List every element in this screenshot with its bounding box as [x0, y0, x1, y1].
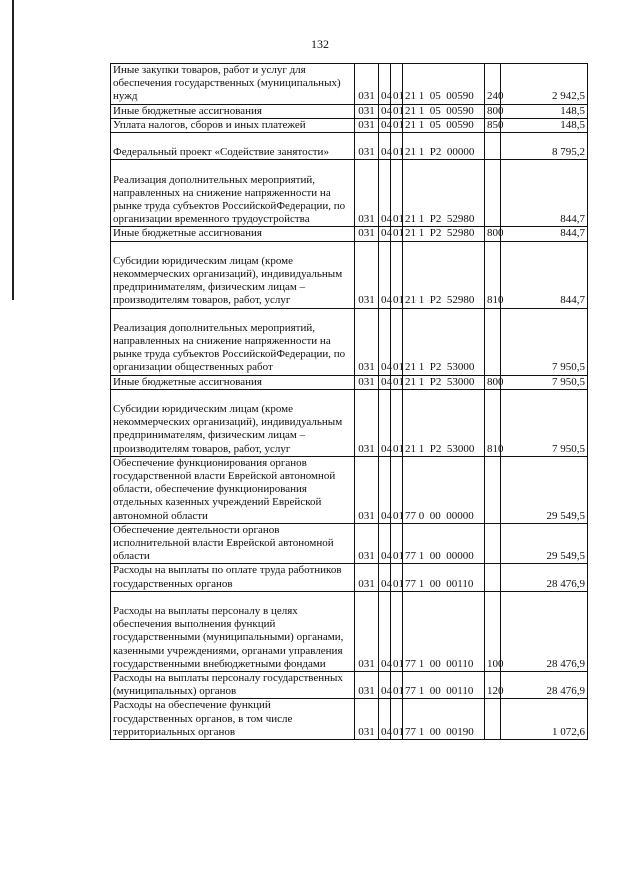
row-section-cell: 04 [379, 241, 391, 308]
row-name-cell: Иные бюджетные ассигнования [111, 227, 355, 241]
row-amount-cell: 28 476,9 [501, 672, 588, 699]
row-target-article-cell: 77 1 00 00110 [403, 564, 485, 591]
row-subsection-cell: 01 [391, 133, 403, 160]
row-expense-type-cell: 120 [485, 672, 501, 699]
row-amount-cell: 148,5 [501, 118, 588, 132]
row-subsection-cell: 01 [391, 375, 403, 389]
row-name-cell: Субсидии юридическим лицам (кроме некоммерческих организаций), индивидуальным предпринимателям, физическим лицам – производителям товаров, работ, услуг [111, 389, 355, 456]
row-expense-type-cell [485, 160, 501, 227]
row-name-cell: Федеральный проект «Содействие занятости» [111, 133, 355, 160]
row-target-article-cell: 77 1 00 00110 [403, 591, 485, 671]
row-name-cell: Иные бюджетные ассигнования [111, 104, 355, 118]
row-expense-type-cell: 100 [485, 591, 501, 671]
row-name-cell: Субсидии юридическим лицам (кроме некоммерческих организаций), индивидуальным предпринимателям, физическим лицам – производителям товаров, работ, услуг [111, 241, 355, 308]
table-row [111, 133, 588, 160]
table-row [111, 591, 588, 671]
row-name-cell: Расходы на выплаты персоналу в целях обеспечения выполнения функций государственными (муниципальными) органами, казенными учреждениями, органами управления государственными внебюджетными фондами [111, 591, 355, 671]
row-name-cell: Иные бюджетные ассигнования [111, 375, 355, 389]
table-row [111, 456, 588, 523]
row-admin-code-cell: 031 [355, 241, 379, 308]
row-expense-type-cell: 240 [485, 64, 501, 105]
table-row [111, 241, 588, 308]
row-section-cell: 04 [379, 389, 391, 456]
table-row [111, 308, 588, 375]
row-section-cell: 04 [379, 308, 391, 375]
row-section-cell: 04 [379, 523, 391, 564]
row-target-article-cell: 21 1 P2 52980 [403, 160, 485, 227]
row-admin-code-cell: 031 [355, 104, 379, 118]
row-admin-code-cell: 031 [355, 227, 379, 241]
row-target-article-cell: 21 1 P2 53000 [403, 389, 485, 456]
row-target-article-cell: 77 1 00 00110 [403, 672, 485, 699]
budget-table [110, 63, 588, 740]
row-expense-type-cell: 800 [485, 227, 501, 241]
row-section-cell: 04 [379, 227, 391, 241]
row-name-cell: Расходы на обеспечение функций государственных органов, в том числе территориальных органов [111, 699, 355, 740]
table-row [111, 564, 588, 591]
row-subsection-cell: 01 [391, 308, 403, 375]
row-amount-cell: 7 950,5 [501, 308, 588, 375]
row-amount-cell: 844,7 [501, 227, 588, 241]
row-expense-type-cell [485, 133, 501, 160]
page-number: 132 [311, 37, 329, 51]
row-section-cell: 04 [379, 564, 391, 591]
row-section-cell: 04 [379, 160, 391, 227]
row-target-article-cell: 21 1 05 00590 [403, 64, 485, 105]
row-amount-cell: 844,7 [501, 160, 588, 227]
row-amount-cell: 7 950,5 [501, 389, 588, 456]
row-section-cell: 04 [379, 133, 391, 160]
table-row [111, 160, 588, 227]
row-subsection-cell: 01 [391, 699, 403, 740]
row-target-article-cell: 21 1 P2 53000 [403, 308, 485, 375]
row-amount-cell: 29 549,5 [501, 456, 588, 523]
row-section-cell: 04 [379, 456, 391, 523]
table-row [111, 672, 588, 699]
row-subsection-cell: 01 [391, 523, 403, 564]
row-amount-cell: 29 549,5 [501, 523, 588, 564]
row-admin-code-cell: 031 [355, 375, 379, 389]
row-subsection-cell: 01 [391, 591, 403, 671]
table-row [111, 118, 588, 132]
row-target-article-cell: 77 1 00 00000 [403, 523, 485, 564]
table-row [111, 227, 588, 241]
row-subsection-cell: 01 [391, 160, 403, 227]
row-admin-code-cell: 031 [355, 672, 379, 699]
row-amount-cell: 844,7 [501, 241, 588, 308]
row-admin-code-cell: 031 [355, 133, 379, 160]
row-admin-code-cell: 031 [355, 64, 379, 105]
row-section-cell: 04 [379, 375, 391, 389]
row-subsection-cell: 01 [391, 241, 403, 308]
row-expense-type-cell [485, 523, 501, 564]
row-amount-cell: 7 950,5 [501, 375, 588, 389]
row-section-cell: 04 [379, 699, 391, 740]
row-admin-code-cell: 031 [355, 160, 379, 227]
row-target-article-cell: 77 1 00 00190 [403, 699, 485, 740]
row-amount-cell: 1 072,6 [501, 699, 588, 740]
row-admin-code-cell: 031 [355, 699, 379, 740]
row-expense-type-cell: 850 [485, 118, 501, 132]
row-target-article-cell: 21 1 P2 52980 [403, 241, 485, 308]
row-amount-cell: 8 795,2 [501, 133, 588, 160]
row-target-article-cell: 21 1 05 00590 [403, 104, 485, 118]
row-subsection-cell: 01 [391, 104, 403, 118]
row-admin-code-cell: 031 [355, 591, 379, 671]
row-name-cell: Реализация дополнительных мероприятий, направленных на снижение напряженности на рынке труда субъектов РоссийскойФедерации, по организации временного трудоустройства [111, 160, 355, 227]
row-subsection-cell: 01 [391, 227, 403, 241]
row-amount-cell: 2 942,5 [501, 64, 588, 105]
row-expense-type-cell [485, 308, 501, 375]
row-expense-type-cell: 810 [485, 389, 501, 456]
row-amount-cell: 28 476,9 [501, 564, 588, 591]
row-section-cell: 04 [379, 591, 391, 671]
row-admin-code-cell: 031 [355, 118, 379, 132]
table-row [111, 389, 588, 456]
table-row [111, 523, 588, 564]
row-expense-type-cell: 810 [485, 241, 501, 308]
row-amount-cell: 28 476,9 [501, 591, 588, 671]
row-subsection-cell: 01 [391, 118, 403, 132]
row-name-cell: Расходы на выплаты персоналу государственных (муниципальных) органов [111, 672, 355, 699]
row-admin-code-cell: 031 [355, 456, 379, 523]
row-name-cell: Обеспечение функционирования органов государственной власти Еврейской автономной области, обеспечение функционирования отдельных казенных учреждений Еврейской автономной области [111, 456, 355, 523]
row-subsection-cell: 01 [391, 64, 403, 105]
row-expense-type-cell: 800 [485, 375, 501, 389]
row-name-cell: Расходы на выплаты по оплате труда работников государственных органов [111, 564, 355, 591]
row-name-cell: Иные закупки товаров, работ и услуг для обеспечения государственных (муниципальных) нужд [111, 64, 355, 105]
row-name-cell: Уплата налогов, сборов и иных платежей [111, 118, 355, 132]
row-admin-code-cell: 031 [355, 308, 379, 375]
row-expense-type-cell [485, 564, 501, 591]
row-section-cell: 04 [379, 104, 391, 118]
table-row [111, 64, 588, 105]
row-admin-code-cell: 031 [355, 389, 379, 456]
row-subsection-cell: 01 [391, 564, 403, 591]
row-subsection-cell: 01 [391, 389, 403, 456]
row-admin-code-cell: 031 [355, 523, 379, 564]
row-section-cell: 04 [379, 64, 391, 105]
row-name-cell: Реализация дополнительных мероприятий, направленных на снижение напряженности на рынке труда субъектов РоссийскойФедерации, по организации общественных работ [111, 308, 355, 375]
row-target-article-cell: 21 1 P2 53000 [403, 375, 485, 389]
row-target-article-cell: 21 1 P2 00000 [403, 133, 485, 160]
row-admin-code-cell: 031 [355, 564, 379, 591]
budget-table-body [111, 64, 588, 740]
row-subsection-cell: 01 [391, 456, 403, 523]
row-name-cell: Обеспечение деятельности органов исполнительной власти Еврейской автономной области [111, 523, 355, 564]
row-section-cell: 04 [379, 118, 391, 132]
table-row [111, 104, 588, 118]
row-amount-cell: 148,5 [501, 104, 588, 118]
row-expense-type-cell: 800 [485, 104, 501, 118]
table-row [111, 699, 588, 740]
row-target-article-cell: 21 1 05 00590 [403, 118, 485, 132]
row-target-article-cell: 21 1 P2 52980 [403, 227, 485, 241]
row-subsection-cell: 01 [391, 672, 403, 699]
row-expense-type-cell [485, 699, 501, 740]
row-section-cell: 04 [379, 672, 391, 699]
table-row [111, 375, 588, 389]
row-target-article-cell: 77 0 00 00000 [403, 456, 485, 523]
row-expense-type-cell [485, 456, 501, 523]
